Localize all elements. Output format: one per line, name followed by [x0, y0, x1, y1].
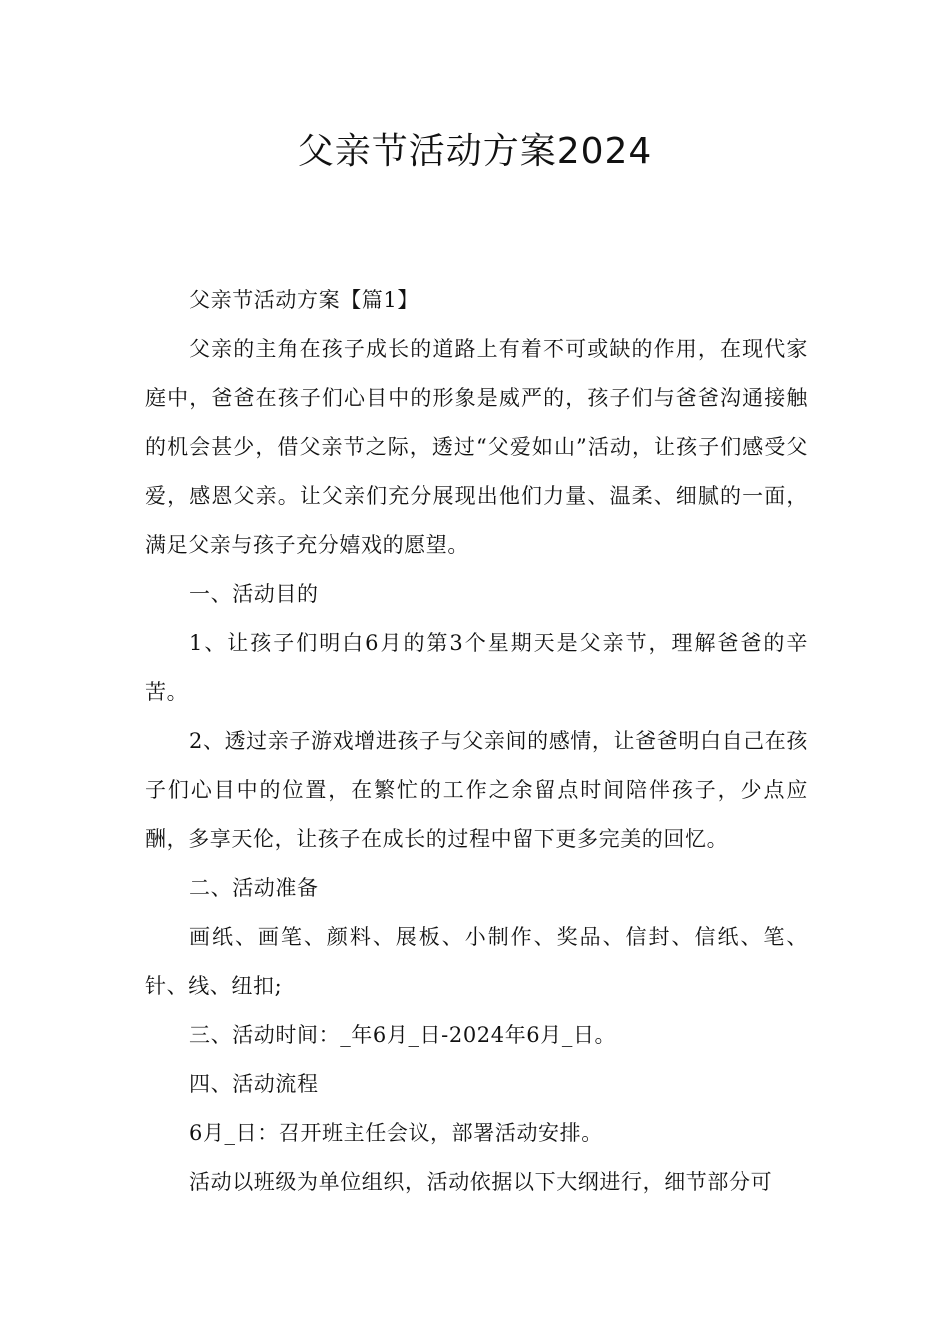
activity-time: 三、活动时间：_年6月_日-2024年6月_日。	[189, 1023, 617, 1047]
section-heading-part-1: 父亲节活动方案【篇1】	[189, 288, 419, 312]
preparation-list: 画纸、画笔、颜料、展板、小制作、奖品、信封、信纸、笔、针、线、纽扣;	[145, 925, 808, 998]
document-body	[145, 276, 808, 1207]
process-step-meeting: 6月_日：召开班主任会议，部署活动安排。	[189, 1121, 603, 1145]
purpose-item-2: 2、透过亲子游戏增进孩子与父亲间的感情，让爸爸明白自己在孩子们心目中的位置，在繁忙的工作之余留点时间陪伴孩子，少点应酬，多享天伦，让孩子在成长的过程中留下更多完美的回忆。	[145, 729, 808, 851]
intro-paragraph: 父亲的主角在孩子成长的道路上有着不可或缺的作用，在现代家庭中，爸爸在孩子们心目中的形象是威严的，孩子们与爸爸沟通接触的机会甚少，借父亲节之际，透过“父爱如山”活动，让孩子们感受父爱，感恩父亲。让父亲们充分展现出他们力量、温柔、细腻的一面，满足父亲与孩子充分嬉戏的愿望。	[145, 337, 808, 557]
purpose-item-1: 1、让孩子们明白6月的第3个星期天是父亲节，理解爸爸的辛苦。	[145, 631, 808, 704]
section-heading-process: 四、活动流程	[189, 1072, 319, 1096]
process-description: 活动以班级为单位组织，活动依据以下大纲进行，细节部分可	[189, 1170, 773, 1194]
section-heading-purpose: 一、活动目的	[189, 582, 319, 606]
section-heading-preparation: 二、活动准备	[189, 876, 319, 900]
document-title: 父亲节活动方案2024	[297, 131, 653, 172]
